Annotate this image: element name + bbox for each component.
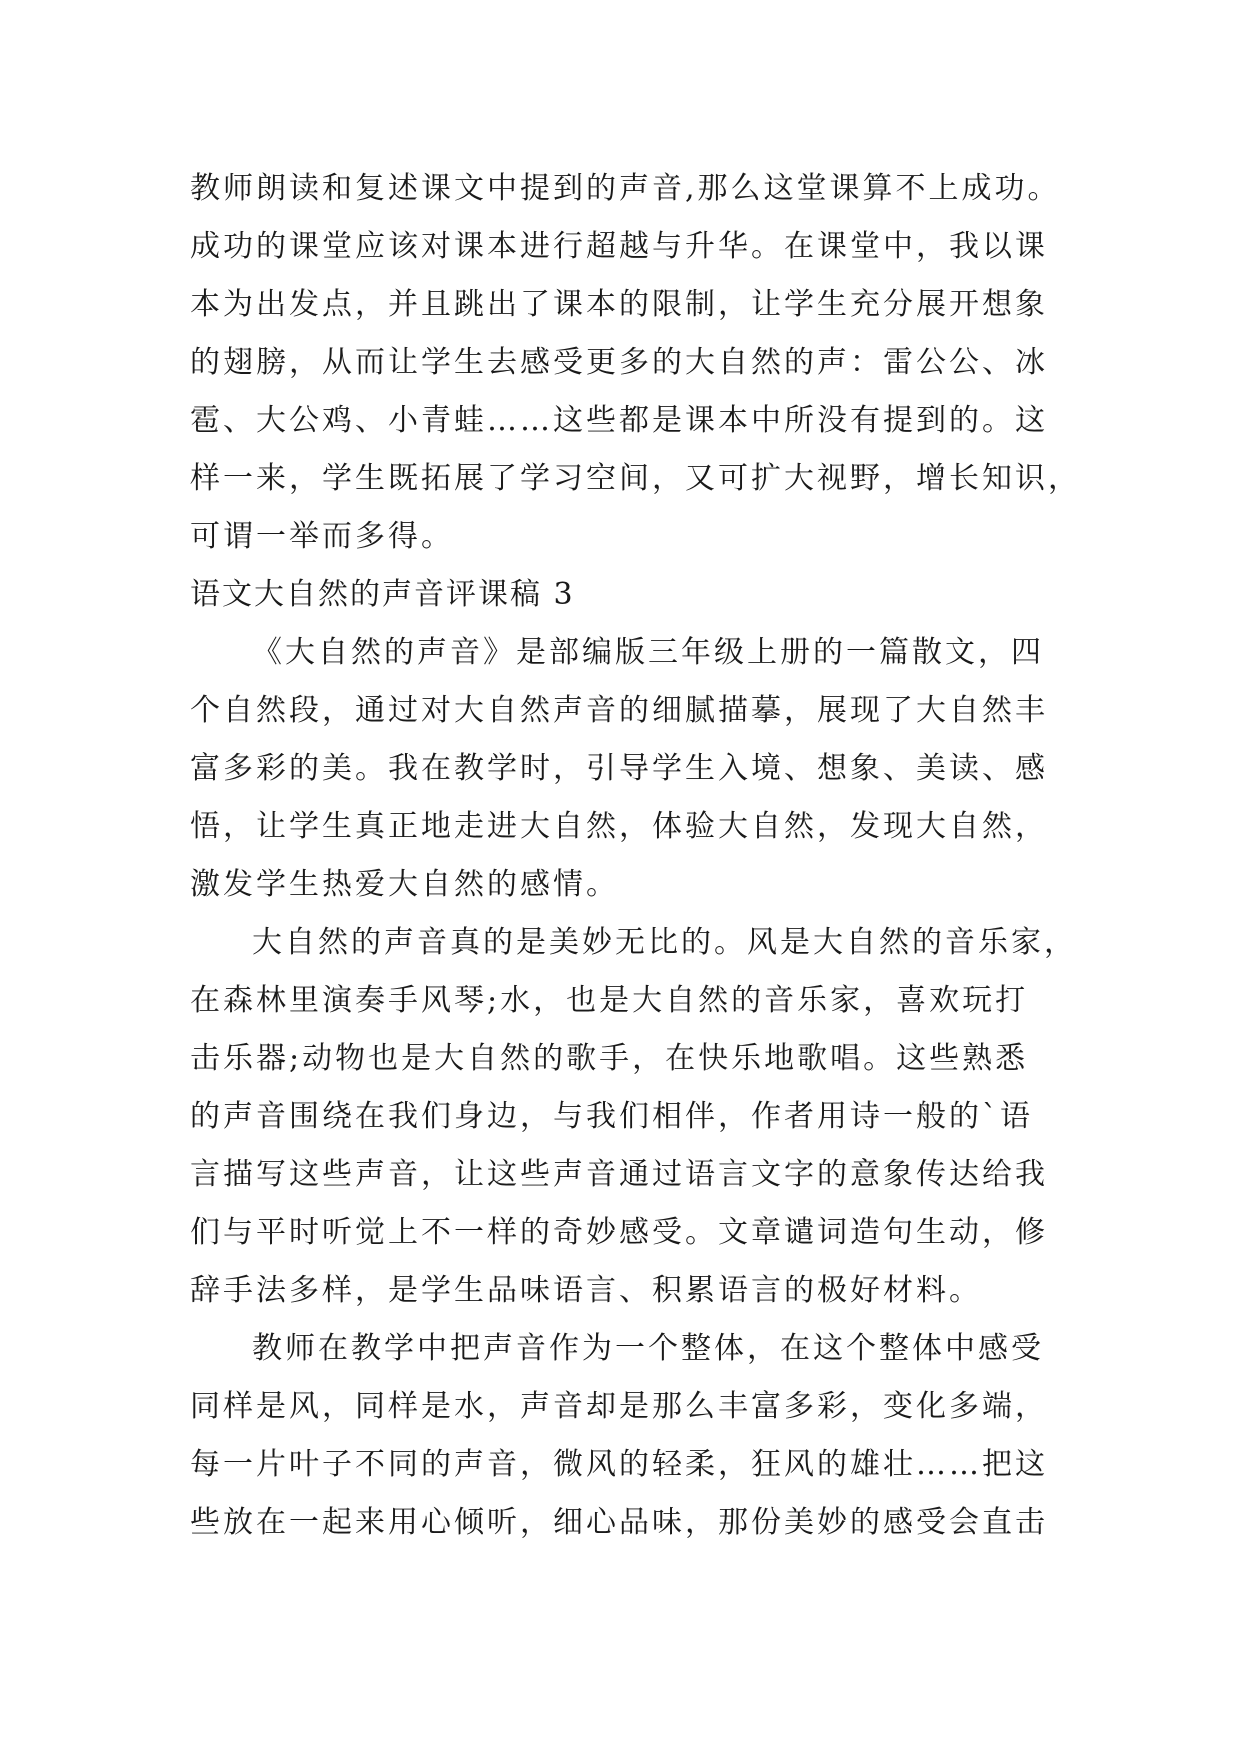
document-body: [190, 160, 1090, 1552]
text-line: 个自然段，通过对大自然声音的细腻描摹，展现了大自然丰: [190, 693, 1048, 728]
text-line: 们与平时听觉上不一样的奇妙感受。文章谴词造句生动，修: [190, 1215, 1048, 1250]
paragraph-first-line: 大自然的声音真的是美妙无比的。风是大自然的音乐家，: [252, 925, 1077, 960]
text-line: 些放在一起来用心倾听，细心品味，那份美妙的感受会直击: [190, 1505, 1048, 1540]
text-line: 击乐器;动物也是大自然的歌手，在快乐地歌唱。这些熟悉: [190, 1041, 1029, 1076]
paragraph-first-line: 教师在教学中把声音作为一个整体，在这个整体中感受: [252, 1331, 1044, 1366]
text-line: 在森林里演奏手风琴;水，也是大自然的音乐家，喜欢玩打: [190, 983, 1029, 1018]
paragraph-first-line: 《大自然的声音》是部编版三年级上册的一篇散文，四: [252, 635, 1044, 670]
text-line: 教师朗读和复述课文中提到的声音,那么这堂课算不上成功。: [190, 171, 1061, 206]
text-line: 的翅膀，从而让学生去感受更多的大自然的声：雷公公、冰: [190, 345, 1048, 380]
text-line: 雹、大公鸡、小青蛙……这些都是课本中所没有提到的。这: [190, 403, 1048, 438]
text-line: 激发学生热爱大自然的感情。: [190, 867, 619, 902]
text-line: 言描写这些声音，让这些声音通过语言文字的意象传达给我: [190, 1157, 1048, 1192]
text-line: 富多彩的美。我在教学时，引导学生入境、想象、美读、感: [190, 751, 1048, 786]
text-line: 样一来，学生既拓展了学习空间，又可扩大视野，增长知识，: [190, 461, 1081, 496]
text-line: 辞手法多样，是学生品味语言、积累语言的极好材料。: [190, 1273, 982, 1308]
text-line: 同样是风，同样是水，声音却是那么丰富多彩，变化多端，: [190, 1389, 1048, 1424]
text-line: 可谓一举而多得。: [190, 519, 454, 554]
text-line: 的声音围绕在我们身边，与我们相伴，作者用诗一般的`语: [190, 1099, 1033, 1134]
text-line: 悟，让学生真正地走进大自然，体验大自然，发现大自然，: [190, 809, 1048, 844]
section-heading: 语文大自然的声音评课稿 3: [190, 577, 575, 612]
text-line: 本为出发点，并且跳出了课本的限制，让学生充分展开想象: [190, 287, 1048, 322]
text-line: 每一片叶子不同的声音，微风的轻柔，狂风的雄壮……把这: [190, 1447, 1048, 1482]
text-line: 成功的课堂应该对课本进行超越与升华。在课堂中，我以课: [190, 229, 1048, 264]
